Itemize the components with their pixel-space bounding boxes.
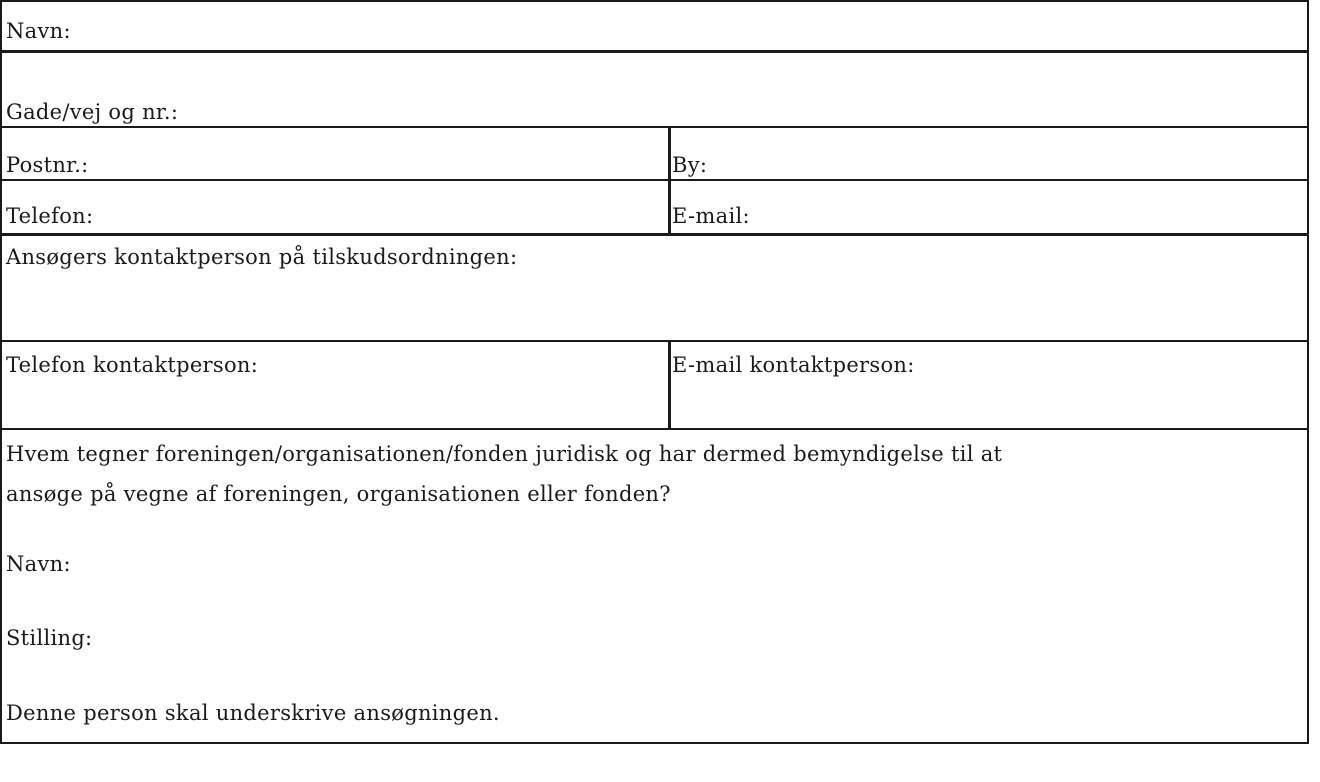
divider xyxy=(0,742,1309,744)
email-field[interactable] xyxy=(671,181,1307,233)
form-right-border xyxy=(1307,0,1309,744)
street-field[interactable] xyxy=(2,53,1307,126)
signatory-position-label: Stilling: xyxy=(6,626,93,650)
phone-label: Telefon: xyxy=(6,204,94,228)
email-label: E-mail: xyxy=(672,204,750,228)
signatory-question-line2: ansøge på vegne af foreningen, organisationen eller fonden? xyxy=(6,482,671,506)
signatory-field[interactable] xyxy=(2,430,1307,742)
postcode-label: Postnr.: xyxy=(6,153,89,177)
street-label: Gade/vej og nr.: xyxy=(6,100,179,124)
city-label: By: xyxy=(672,153,708,177)
contact-email-label: E-mail kontaktperson: xyxy=(672,353,915,377)
postcode-field[interactable] xyxy=(2,128,668,179)
name-field[interactable] xyxy=(2,2,1307,50)
signatory-question-line1: Hvem tegner foreningen/organisationen/fonden juridisk og har dermed bemyndigelse til at xyxy=(6,442,1003,466)
phone-field[interactable] xyxy=(2,181,668,233)
city-field[interactable] xyxy=(671,128,1307,179)
contact-phone-label: Telefon kontaktperson: xyxy=(6,353,259,377)
contact-person-label: Ansøgers kontaktperson på tilskudsordningen: xyxy=(6,245,518,269)
signatory-note: Denne person skal underskrive ansøgningen. xyxy=(6,701,500,725)
signatory-name-label: Navn: xyxy=(6,552,71,576)
name-label: Navn: xyxy=(6,19,71,43)
